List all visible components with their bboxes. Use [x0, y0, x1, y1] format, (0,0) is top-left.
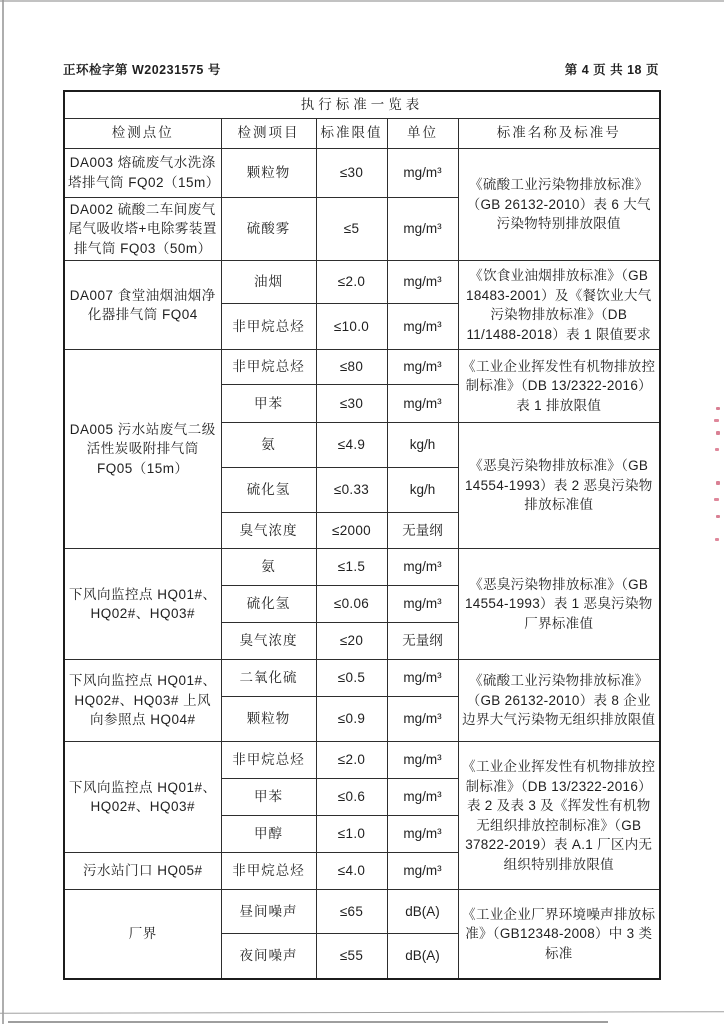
standard-cell: 《工业企业挥发性有机物排放控制标准》（DB 13/2322-2016）表 1 排放限值 [458, 350, 660, 423]
item-cell: 昼间噪声 [221, 890, 316, 934]
item-cell: 臭气浓度 [221, 513, 316, 549]
red-scan-mark [716, 407, 720, 410]
item-cell: 非甲烷总烃 [221, 350, 316, 385]
scan-edge-left [2, 0, 4, 1024]
standard-cell: 《恶臭污染物排放标准》（GB 14554-1993）表 1 恶臭污染物厂界标准值 [458, 549, 660, 660]
scan-edge-bottom-dark [8, 1021, 608, 1023]
monitoring-point-cell: DA005 污水站废气二级活性炭吸附排气筒 FQ05（15m） [64, 350, 221, 549]
limit-cell: ≤55 [316, 934, 387, 979]
unit-cell: dB(A) [387, 890, 458, 934]
red-scan-mark [715, 448, 719, 451]
report-number: 正环检字第 W20231575 号 [63, 63, 221, 77]
monitoring-point-cell: 下风向监控点 HQ01#、HQ02#、HQ03# 上风向参照点 HQ04# [64, 660, 221, 742]
red-scan-mark [714, 498, 719, 501]
unit-cell: mg/m³ [387, 385, 458, 423]
unit-cell: 无量纲 [387, 513, 458, 549]
unit-cell: mg/m³ [387, 586, 458, 623]
item-cell: 非甲烷总烃 [221, 304, 316, 350]
unit-cell: mg/m³ [387, 197, 458, 261]
red-scan-mark [716, 515, 720, 518]
col-header-standard: 标准名称及标准号 [458, 118, 660, 148]
unit-cell: kg/h [387, 468, 458, 513]
item-cell: 夜间噪声 [221, 934, 316, 979]
unit-cell: mg/m³ [387, 148, 458, 197]
item-cell: 油烟 [221, 261, 316, 304]
col-header-point: 检测点位 [64, 118, 221, 148]
standards-table [63, 90, 661, 980]
item-cell: 非甲烷总烃 [221, 742, 316, 779]
monitoring-point-cell: DA002 硫酸二车间废气尾气吸收塔+电除雾装置排气筒 FQ03（50m） [64, 197, 221, 261]
col-header-unit: 单位 [387, 118, 458, 148]
limit-cell: ≤1.0 [316, 816, 387, 853]
col-header-limit: 标准限值 [316, 118, 387, 148]
item-cell: 甲醇 [221, 816, 316, 853]
red-scan-mark [716, 481, 720, 485]
document-header [63, 60, 659, 78]
item-cell: 硫化氢 [221, 468, 316, 513]
unit-cell: mg/m³ [387, 350, 458, 385]
monitoring-point-cell: 厂界 [64, 890, 221, 979]
limit-cell: ≤65 [316, 890, 387, 934]
red-scan-mark [714, 419, 719, 422]
limit-cell: ≤30 [316, 148, 387, 197]
unit-cell: mg/m³ [387, 549, 458, 586]
limit-cell: ≤2000 [316, 513, 387, 549]
limit-cell: ≤0.33 [316, 468, 387, 513]
limit-cell: ≤4.0 [316, 853, 387, 890]
item-cell: 非甲烷总烃 [221, 853, 316, 890]
item-cell: 硫酸雾 [221, 197, 316, 261]
limit-cell: ≤10.0 [316, 304, 387, 350]
monitoring-point-cell: 下风向监控点 HQ01#、HQ02#、HQ03# [64, 549, 221, 660]
red-scan-mark [716, 431, 720, 435]
item-cell: 臭气浓度 [221, 623, 316, 660]
limit-cell: ≤0.5 [316, 660, 387, 697]
limit-cell: ≤1.5 [316, 549, 387, 586]
standard-cell: 《工业企业厂界环境噪声排放标准》（GB12348-2008）中 3 类标准 [458, 890, 660, 979]
unit-cell: dB(A) [387, 934, 458, 979]
item-cell: 二氧化硫 [221, 660, 316, 697]
item-cell: 颗粒物 [221, 697, 316, 742]
item-cell: 甲苯 [221, 385, 316, 423]
monitoring-point-cell: 污水站门口 HQ05# [64, 853, 221, 890]
standard-cell: 《硫酸工业污染物排放标准》（GB 26132-2010）表 8 企业边界大气污染物无组织排放限值 [458, 660, 660, 742]
unit-cell: mg/m³ [387, 742, 458, 779]
limit-cell: ≤30 [316, 385, 387, 423]
monitoring-point-cell: 下风向监控点 HQ01#、HQ02#、HQ03# [64, 742, 221, 853]
item-cell: 颗粒物 [221, 148, 316, 197]
limit-cell: ≤0.9 [316, 697, 387, 742]
limit-cell: ≤2.0 [316, 261, 387, 304]
scan-edge-bottom [0, 1011, 724, 1014]
unit-cell: mg/m³ [387, 697, 458, 742]
col-header-item: 检测项目 [221, 118, 316, 148]
standard-cell: 《硫酸工业污染物排放标准》（GB 26132-2010）表 6 大气污染物特别排放限值 [458, 148, 660, 261]
scan-edge-top [0, 0, 724, 2]
item-cell: 甲苯 [221, 779, 316, 816]
unit-cell: kg/h [387, 423, 458, 468]
limit-cell: ≤5 [316, 197, 387, 261]
unit-cell: 无量纲 [387, 623, 458, 660]
unit-cell: mg/m³ [387, 304, 458, 350]
page-indicator: 第 4 页 共 18 页 [564, 63, 659, 77]
red-scan-mark [715, 538, 719, 541]
monitoring-point-cell: DA007 食堂油烟油烟净化器排气筒 FQ04 [64, 261, 221, 350]
standard-cell: 《饮食业油烟排放标准》（GB 18483-2001）及《餐饮业大气污染物排放标准》（DB 11/1488-2018）表 1 限值要求 [458, 261, 660, 350]
item-cell: 硫化氢 [221, 586, 316, 623]
table-title: 执行标准一览表 [64, 91, 660, 118]
unit-cell: mg/m³ [387, 853, 458, 890]
limit-cell: ≤0.06 [316, 586, 387, 623]
item-cell: 氨 [221, 549, 316, 586]
limit-cell: ≤2.0 [316, 742, 387, 779]
unit-cell: mg/m³ [387, 660, 458, 697]
standard-cell: 《恶臭污染物排放标准》（GB 14554-1993）表 2 恶臭污染物排放标准值 [458, 423, 660, 549]
standard-cell: 《工业企业挥发性有机物排放控制标准》（DB 13/2322-2016）表 2 及表 3 及《挥发性有机物无组织排放控制标准》（GB 37822-2019）表 A.1 厂区内无组织特别排放限值 [458, 742, 660, 890]
unit-cell: mg/m³ [387, 779, 458, 816]
unit-cell: mg/m³ [387, 261, 458, 304]
limit-cell: ≤0.6 [316, 779, 387, 816]
unit-cell: mg/m³ [387, 816, 458, 853]
limit-cell: ≤20 [316, 623, 387, 660]
monitoring-point-cell: DA003 熔硫废气水洗涤塔排气筒 FQ02（15m） [64, 148, 221, 197]
limit-cell: ≤80 [316, 350, 387, 385]
item-cell: 氨 [221, 423, 316, 468]
limit-cell: ≤4.9 [316, 423, 387, 468]
